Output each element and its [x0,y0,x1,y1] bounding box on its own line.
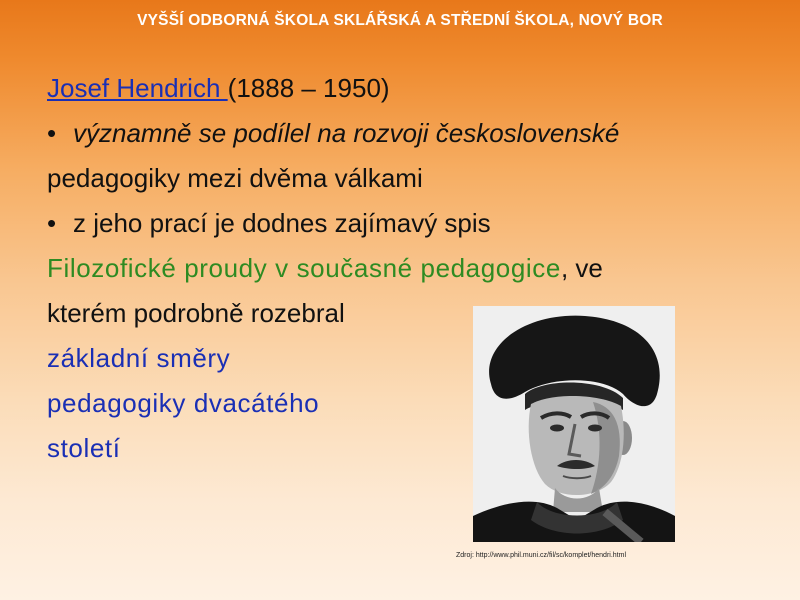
bullet-line-2 [47,201,787,246]
bullet-text-1b: pedagogiky mezi dvěma válkami [47,163,423,193]
photo-source-caption: Zdroj: http://www.phil.muni.cz/fil/sc/komplet/hendri.html [456,552,627,559]
highlight-line-2 [47,381,787,426]
text-kterem: kterém podrobně rozebral [47,298,345,328]
portrait-photo [473,306,675,542]
book-title-suffix: , ve [560,253,603,283]
highlight-text-2: pedagogiky dvacátého [47,388,320,418]
portrait-image [473,306,675,542]
bullet-marker: • [47,118,57,148]
slide-header [0,0,800,44]
hendrich-link[interactable]: Josef Hendrich [47,73,228,103]
bullet-line-1-cont [47,156,787,201]
bullet-marker: • [47,208,57,238]
highlight-text-3: století [47,433,121,463]
book-title-line [47,246,787,291]
book-title: Filozofické proudy v současné pedagogice [47,253,561,283]
school-title: VYŠŠÍ ODBORNÁ ŠKOLA SKLÁŘSKÁ A STŘEDNÍ ŠKOLA, NOVÝ BOR [137,12,663,29]
bullet-text-2a: z jeho prací je dodnes zajímavý spis [73,208,491,238]
text-line-6 [47,291,787,336]
highlight-line-3 [47,426,787,471]
highlight-line-1 [47,336,787,381]
bullet-line-1 [47,111,787,156]
bullet-text-1a: významně se podílel na rozvoji československé [73,118,620,148]
slide-content [47,66,787,471]
highlight-text-1: základní směry [47,343,231,373]
life-years: (1888 – 1950) [227,73,390,103]
title-line [47,66,787,111]
